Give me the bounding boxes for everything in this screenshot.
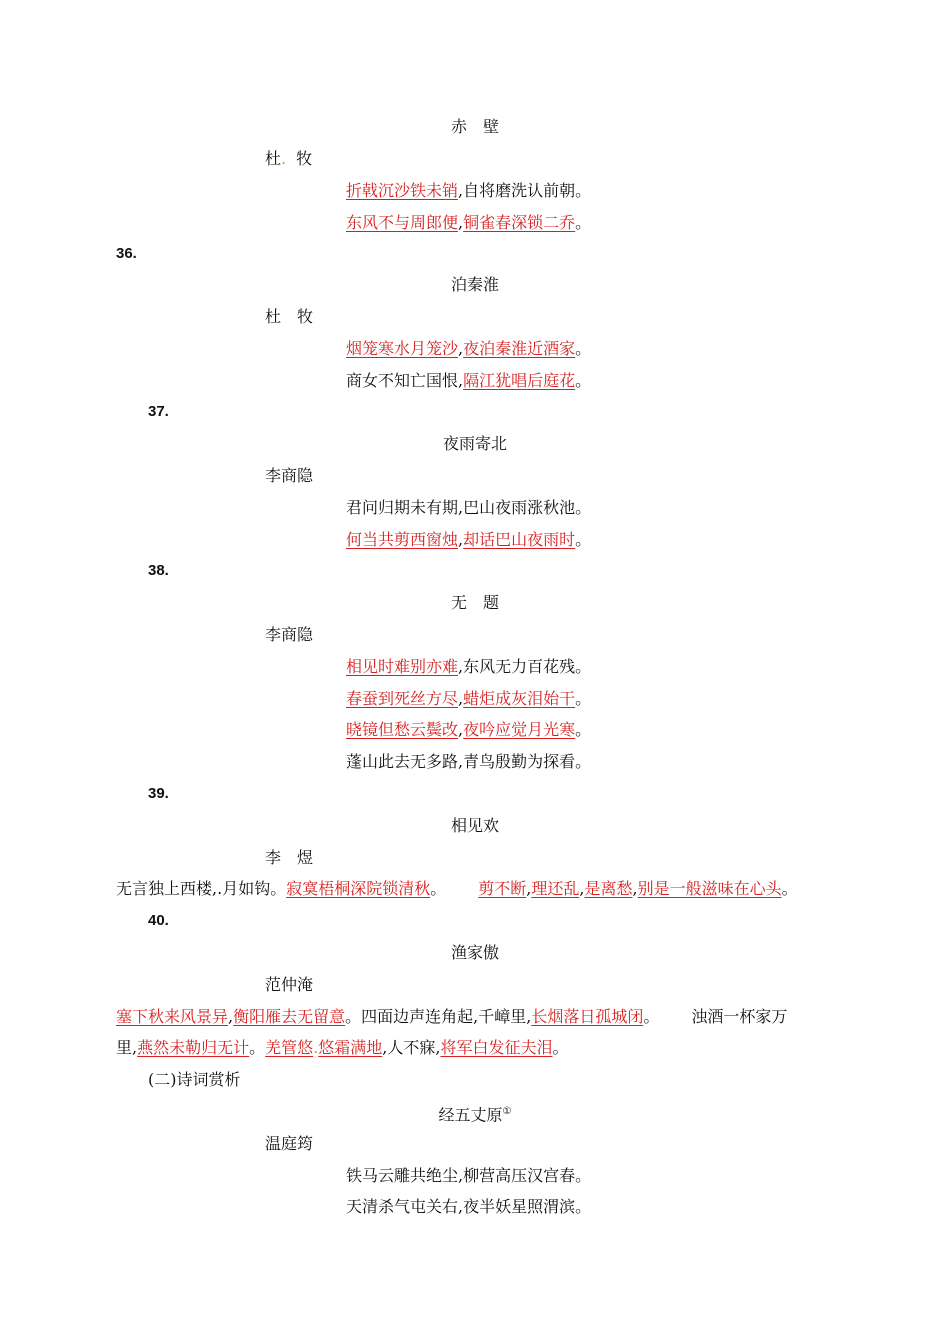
answer-blank: 将军白发征夫泪: [440, 1038, 553, 1057]
answer-blank: 烟笼寒水月笼沙: [346, 339, 459, 358]
line-text: 。: [575, 720, 592, 739]
line-text: 浊酒一杯家万: [691, 1007, 788, 1026]
poem-title-chibi: 赤 壁: [450, 117, 499, 136]
line-text: 。: [249, 1038, 266, 1057]
answer-blank: 羌管悠: [265, 1038, 314, 1057]
poem-line: [346, 213, 591, 233]
answer-blank: 长烟落日孤城闭: [531, 1007, 644, 1026]
poem-line: [116, 1038, 568, 1058]
poem-line: [346, 339, 591, 359]
answer-blank: 却话巴山夜雨时: [463, 530, 576, 549]
author-text: 杜: [265, 149, 282, 168]
answer-blank: 寂寞梧桐深院锁清秋: [286, 879, 431, 898]
line-text: ,: [526, 879, 532, 898]
answer-blank: 折戟沉沙铁未销: [346, 181, 459, 200]
answer-blank: 蜡炬成灰泪始干: [463, 689, 576, 708]
answer-blank: 燕然未勒归无计: [137, 1038, 250, 1057]
line-text: 。: [430, 879, 447, 898]
answer-blank: 晓镜但愁云鬓改: [346, 720, 459, 739]
answer-blank: 别是一般滋味在心头: [637, 879, 782, 898]
poem-line: 天清杀气屯关右,夜半妖星照渭滨。: [346, 1197, 592, 1216]
answer-blank: 隔江犹唱后庭花: [463, 371, 576, 390]
poem-title-yujiaao: 渔家傲: [450, 943, 499, 962]
line-text: ,: [579, 879, 585, 898]
answer-blank: 夜泊秦淮近酒家: [463, 339, 576, 358]
line-text: ,: [458, 530, 464, 549]
poem-title-wuzhangyuan: [375, 1102, 575, 1125]
answer-blank: 春蚕到死丝方尽: [346, 689, 459, 708]
line-text: 。四面边声连角起,千嶂里,: [345, 1007, 532, 1026]
line-text: ,: [228, 1007, 234, 1026]
question-number-39: 39.: [148, 785, 169, 802]
line-text: 。: [575, 339, 592, 358]
line-text: 。: [575, 530, 592, 549]
line-text: 无言独上西楼,: [116, 879, 218, 898]
poem-author-wuti: 李商隐: [265, 625, 314, 644]
poem-line: 铁马云雕共绝尘,柳营高压汉宫春。: [346, 1166, 592, 1185]
question-number-38: 38.: [148, 562, 169, 579]
poem-line: [346, 657, 591, 677]
line-text: ,: [458, 720, 464, 739]
answer-blank: 相见时难别亦难: [346, 657, 459, 676]
line-text: 。: [575, 213, 592, 232]
poem-author-yeyujibei: 李商隐: [265, 466, 314, 485]
poem-title-xiangjianhuan: 相见欢: [450, 816, 499, 835]
question-number-36: 36.: [116, 245, 137, 262]
line-text: ,: [632, 879, 638, 898]
line-text: 。: [552, 1038, 569, 1057]
poem-line: [346, 181, 591, 201]
poem-line: [116, 879, 798, 899]
author-text-tail: 牧: [296, 149, 313, 168]
answer-blank: 塞下秋来风景异: [116, 1007, 229, 1026]
poem-author-yujiaao: 范仲淹: [265, 975, 314, 994]
title-text: 经五丈原: [438, 1105, 503, 1125]
question-number-40: 40.: [148, 912, 169, 929]
question-number-37: 37.: [148, 403, 169, 420]
poem-line: [346, 371, 591, 391]
answer-blank: 衡阳雁去无留意: [233, 1007, 346, 1026]
line-text: 商女不知亡国恨,: [346, 371, 464, 390]
poem-title-yeyujibei: 夜雨寄北: [442, 434, 507, 453]
poem-author-boqinhuai: 杜 牧: [265, 307, 314, 326]
poem-line: [346, 720, 591, 740]
line-text: 。: [575, 689, 592, 708]
line-text: 里,: [116, 1038, 138, 1057]
poem-line: [346, 689, 591, 709]
poem-title-wuti: 无 题: [450, 593, 499, 612]
line-text: 。: [781, 879, 798, 898]
poem-author-wuzhangyuan: 温庭筠: [265, 1134, 314, 1153]
poem-line: [116, 1007, 787, 1027]
stray-dot: .: [313, 1038, 319, 1057]
author-dot: .: [281, 149, 287, 168]
answer-blank: 剪不断: [478, 879, 527, 898]
answer-blank: 夜吟应觉月光寒: [463, 720, 576, 739]
answer-blank: 铜雀春深锁二乔: [463, 213, 576, 232]
line-text: ,: [458, 339, 464, 358]
poem-line: 蓬山此去无多路,青鸟殷勤为探看。: [346, 752, 592, 771]
line-text: 。: [575, 371, 592, 390]
poem-line: 君问归期未有期,巴山夜雨涨秋池。: [346, 498, 592, 517]
answer-blank: 理还乱: [531, 879, 580, 898]
line-text: ,自将磨洗认前朝。: [458, 181, 592, 200]
answer-blank: 东风不与周郎便: [346, 213, 459, 232]
poem-line: [346, 530, 591, 550]
stray-dot: .: [217, 879, 223, 898]
line-text: ,: [458, 689, 464, 708]
section-heading: (二)诗词赏析: [148, 1070, 241, 1089]
answer-blank: 悠霜满地: [318, 1038, 383, 1057]
poem-author-chibi: [265, 149, 312, 169]
footnote-marker: ①: [502, 1106, 512, 1117]
line-text: ,: [458, 213, 464, 232]
answer-blank: 何当共剪西窗烛: [346, 530, 459, 549]
line-text: 月如钩。: [222, 879, 287, 898]
poem-author-xiangjianhuan: 李 煜: [265, 848, 314, 867]
answer-blank: 是离愁: [584, 879, 633, 898]
line-text: 。: [643, 1007, 660, 1026]
poem-title-boqinhuai: 泊秦淮: [450, 275, 499, 294]
line-text: ,人不寐,: [382, 1038, 441, 1057]
line-text: ,东风无力百花残。: [458, 657, 592, 676]
